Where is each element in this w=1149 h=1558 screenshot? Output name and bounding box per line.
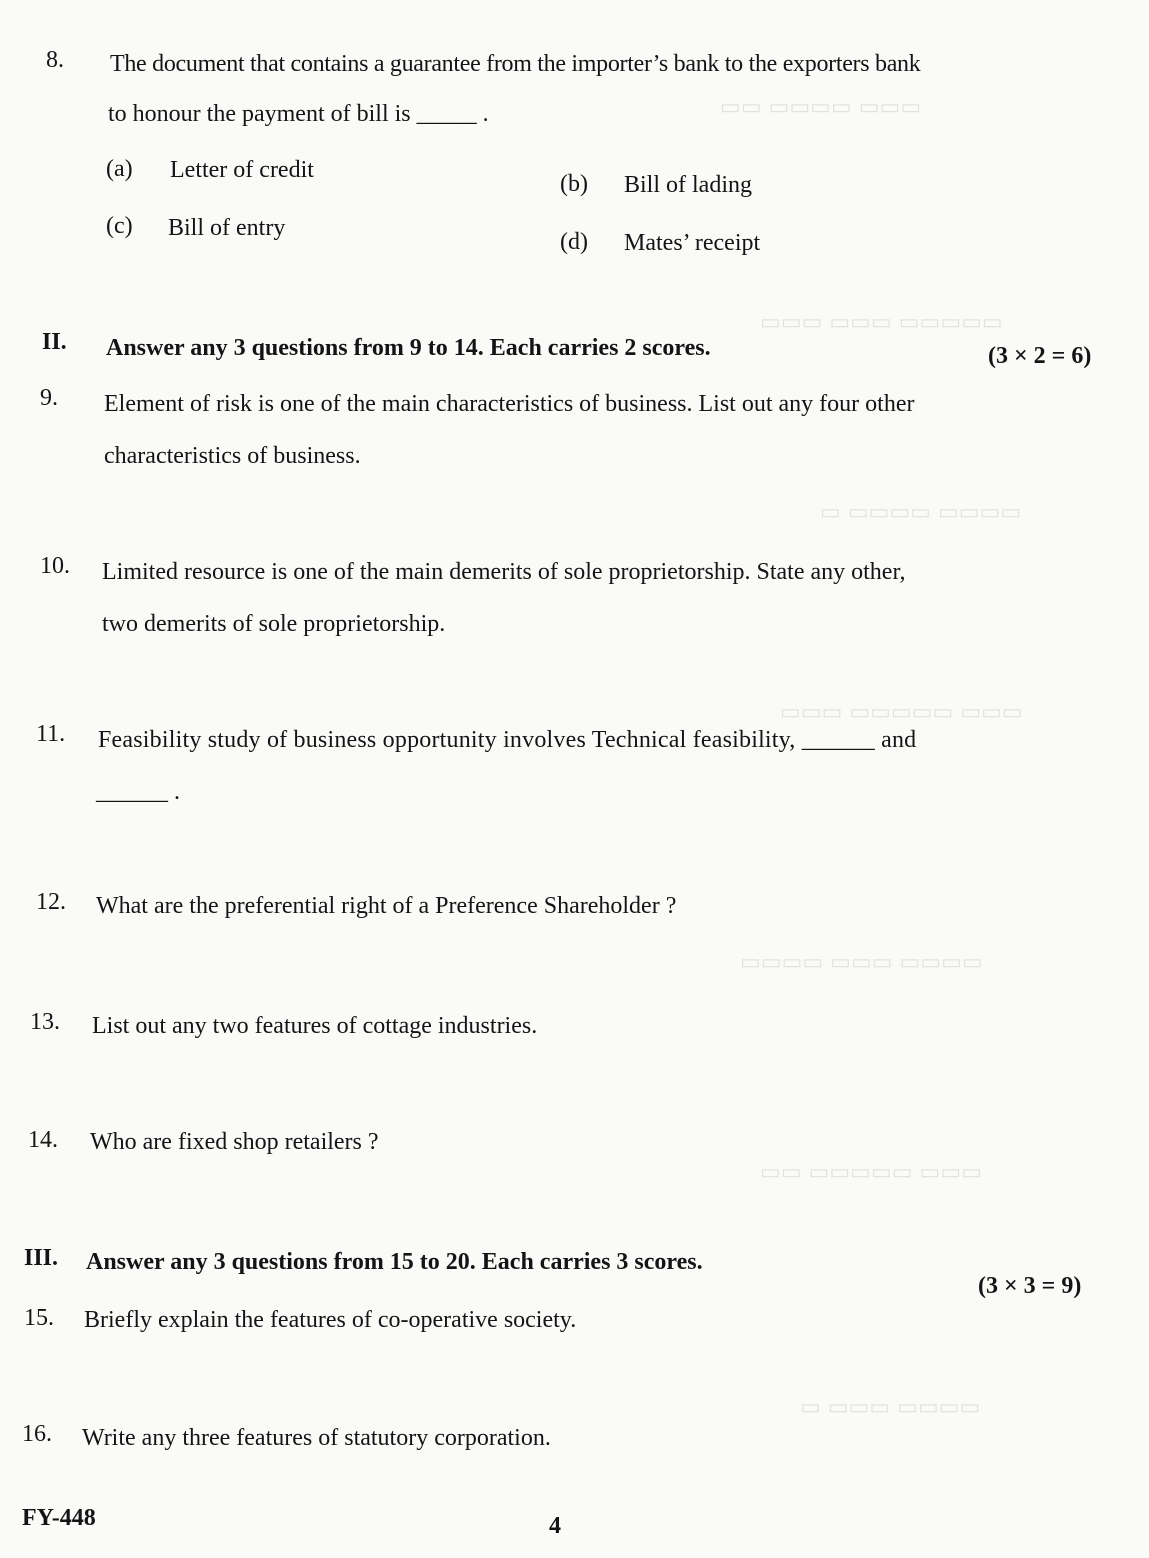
- bleed-through-text: ▭▭▭ ▭▭▭▭▭ ▭▭: [760, 1160, 982, 1185]
- bleed-through-text: ▭▭▭ ▭▭▭▭▭ ▭▭▭: [780, 700, 1023, 725]
- question-11-line-1: Feasibility study of business opportunity involves Technical feasibility, ______ and: [98, 727, 917, 753]
- section-2-instruction: Answer any 3 questions from 9 to 14. Each carries 2 scores.: [106, 335, 711, 361]
- bleed-through-text: ▭▭▭▭ ▭▭▭ ▭: [800, 1395, 981, 1420]
- question-10-number: 10.: [40, 553, 70, 579]
- option-b-text: Bill of lading: [624, 172, 752, 198]
- question-8-line-1: The document that contains a guarantee from the importer’s bank to the exporters bank: [110, 51, 921, 77]
- option-a-text: Letter of credit: [170, 157, 314, 183]
- section-3-scores: (3 × 3 = 9): [978, 1273, 1082, 1299]
- page-number: 4: [549, 1513, 561, 1539]
- option-c-text: Bill of entry: [168, 215, 286, 241]
- question-10-line-1: Limited resource is one of the main demerits of sole proprietorship. State any other,: [102, 559, 906, 585]
- question-12-number: 12.: [36, 889, 66, 915]
- option-b-label: (b): [560, 171, 588, 197]
- question-11-number: 11.: [36, 721, 66, 747]
- bleed-through-text: ▭▭▭▭▭ ▭▭▭ ▭▭▭: [760, 310, 1003, 335]
- section-3-instruction: Answer any 3 questions from 15 to 20. Each carries 3 scores.: [86, 1249, 703, 1275]
- question-9-number: 9.: [40, 385, 58, 411]
- section-2-numeral: II.: [42, 329, 67, 355]
- paper-code: FY-448: [22, 1505, 96, 1531]
- question-8-line-2: to honour the payment of bill is _____ .: [108, 101, 489, 127]
- option-c-label: (c): [106, 213, 133, 239]
- question-11-line-2: ______ .: [96, 779, 180, 805]
- question-16-text: Write any three features of statutory corporation.: [82, 1425, 551, 1451]
- question-13-text: List out any two features of cottage industries.: [92, 1013, 538, 1039]
- bleed-through-text: ▭▭▭▭ ▭▭▭▭ ▭: [820, 500, 1022, 525]
- question-13-number: 13.: [30, 1009, 60, 1035]
- question-16-number: 16.: [22, 1421, 52, 1447]
- question-14-text: Who are fixed shop retailers ?: [90, 1129, 379, 1155]
- question-12-text: What are the preferential right of a Preference Shareholder ?: [96, 893, 677, 919]
- bleed-through-text: ▭▭▭ ▭▭▭▭ ▭▭: [720, 95, 922, 120]
- question-14-number: 14.: [28, 1127, 58, 1153]
- option-d-label: (d): [560, 229, 588, 255]
- section-2-scores: (3 × 2 = 6): [988, 343, 1092, 369]
- question-8-number: 8.: [46, 47, 64, 73]
- option-a-label: (a): [106, 156, 133, 182]
- section-3-numeral: III.: [24, 1245, 59, 1271]
- bleed-through-text: ▭▭▭▭ ▭▭▭ ▭▭▭▭: [740, 950, 983, 975]
- question-15-text: Briefly explain the features of co-operative society.: [84, 1307, 577, 1333]
- question-15-number: 15.: [24, 1305, 54, 1331]
- question-10-line-2: two demerits of sole proprietorship.: [102, 611, 446, 637]
- option-d-text: Mates’ receipt: [624, 230, 761, 256]
- question-9-line-1: Element of risk is one of the main characteristics of business. List out any four other: [104, 391, 915, 417]
- question-9-line-2: characteristics of business.: [104, 443, 361, 469]
